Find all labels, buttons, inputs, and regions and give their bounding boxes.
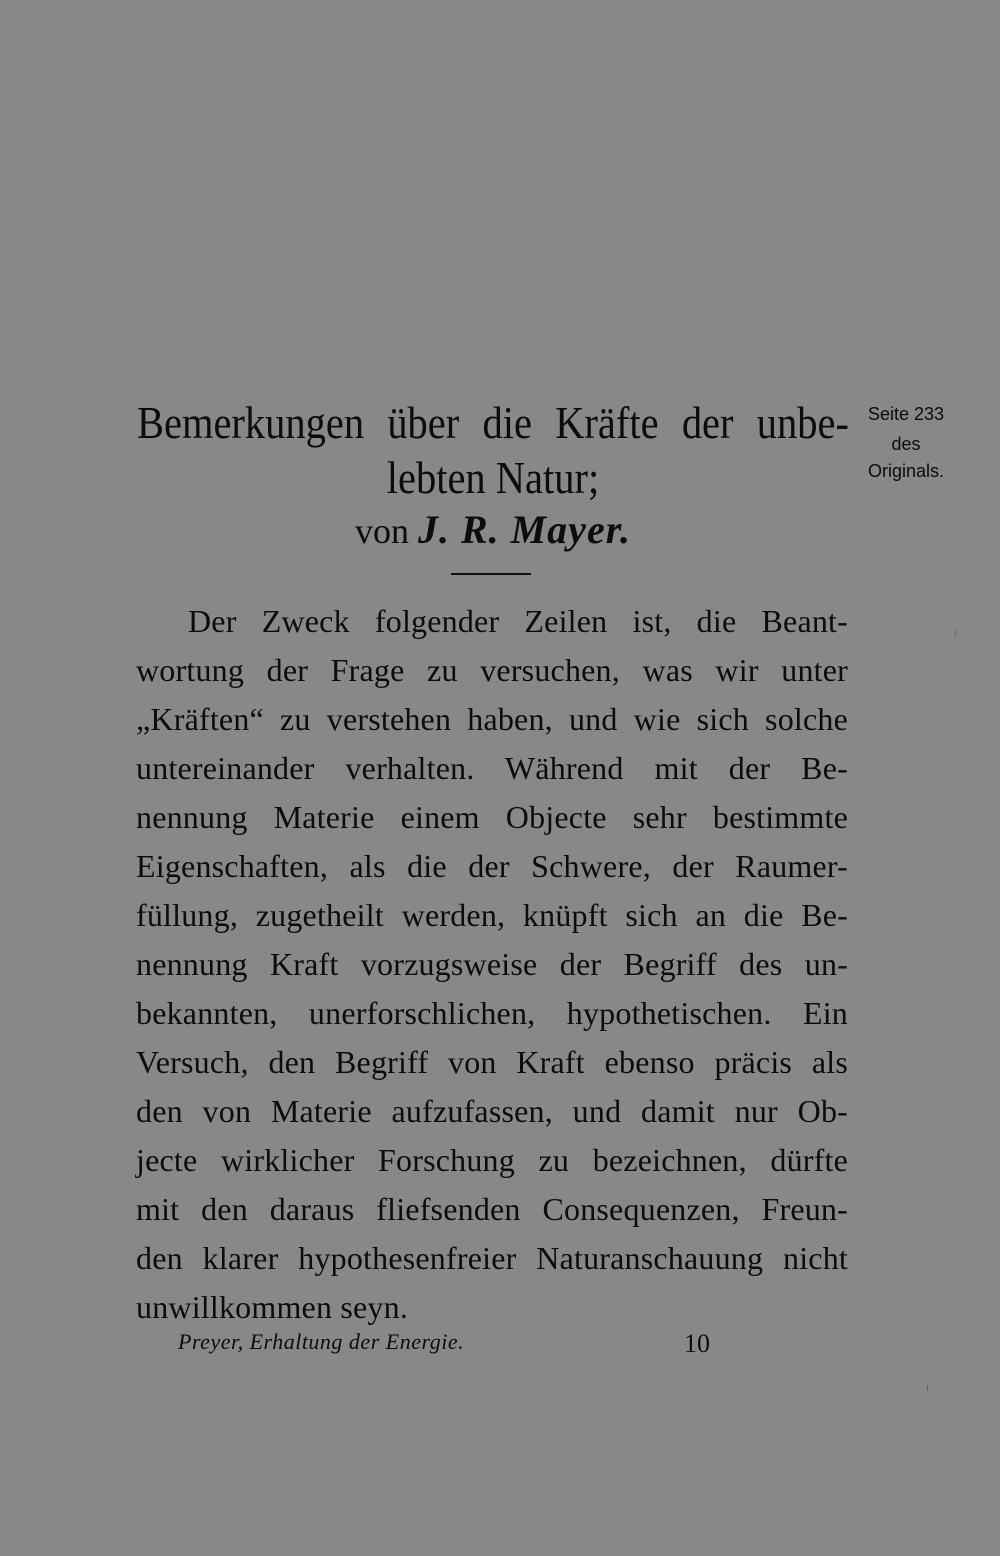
body-line: nennung Materie einem Objecte sehr bestimmte (136, 799, 848, 835)
body-line: mit den daraus fliefsenden Consequenzen, Freun- (136, 1191, 848, 1227)
body-line: Versuch, den Begriff von Kraft ebenso präcis als (136, 1044, 848, 1080)
body-line: füllung, zugetheilt werden, knüpft sich an die Be- (136, 897, 848, 933)
title-line-2: lebten Natur; (386, 452, 600, 503)
title-separator-rule (451, 573, 531, 575)
scan-speck (955, 630, 956, 636)
body-line: nennung Kraft vorzugsweise der Begriff des un- (136, 946, 848, 982)
body-line: Eigenschaften, als die der Schwere, der Raumer- (136, 848, 848, 884)
body-line: „Kräften“ zu verstehen haben, und wie sich solche (136, 701, 848, 737)
byline-prefix: von (354, 511, 409, 551)
title-line-1: Bemerkungen über die Kräfte der unbe- (137, 397, 849, 448)
byline (0, 507, 986, 552)
margin-note-originals: Originals. (867, 461, 945, 481)
body-line: jecte wirklicher Forschung zu bezeichnen, dürfte (136, 1142, 848, 1178)
body-line: untereinander verhalten. Während mit der Be- (136, 750, 848, 786)
body-paragraph (136, 597, 848, 1332)
footer-signature: Preyer, Erhaltung der Energie. (178, 1329, 465, 1354)
body-line: unwillkommen seyn. (136, 1289, 409, 1325)
scan-speck (927, 1385, 928, 1391)
page-number: 10 (684, 1329, 710, 1358)
margin-note-page-ref: Seite 233 (867, 404, 945, 424)
margin-note-des: des (891, 434, 921, 454)
byline-author: J. R. Mayer. (417, 507, 632, 552)
body-line: wortung der Frage zu versuchen, was wir unter (136, 652, 848, 688)
body-line: den klarer hypothesenfreier Naturanschauung nicht (136, 1240, 848, 1276)
body-line: bekannten, unerforschlichen, hypothetischen. Ein (136, 995, 848, 1031)
body-line: den von Materie aufzufassen, und damit nur Ob- (136, 1093, 848, 1129)
body-line: Der Zweck folgender Zeilen ist, die Beant- (188, 603, 848, 639)
